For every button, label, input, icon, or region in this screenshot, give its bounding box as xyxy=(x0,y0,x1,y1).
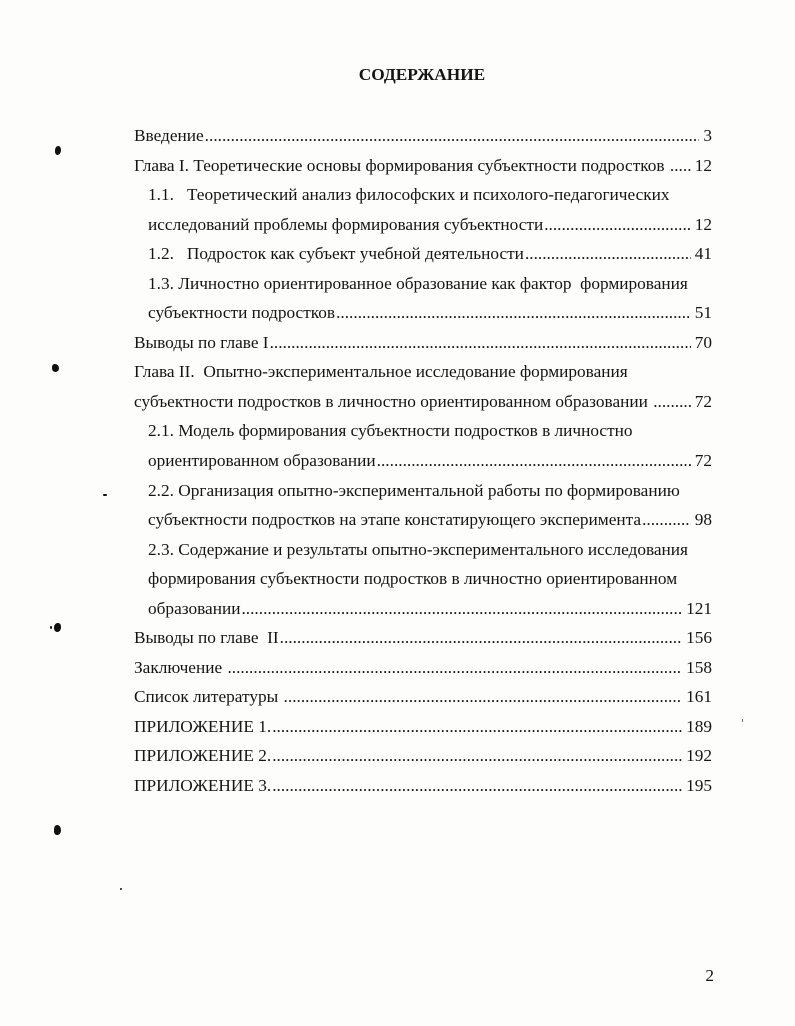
toc-line xyxy=(134,623,712,653)
dot-leader xyxy=(544,210,691,240)
toc-line xyxy=(148,210,712,240)
page-title: СОДЕРЖАНИЕ xyxy=(358,65,486,84)
toc-entry-text: ориентированном образовании xyxy=(148,451,376,471)
toc-entry-text: субъектности подростков xyxy=(148,303,336,323)
toc-line xyxy=(134,653,712,683)
toc-line xyxy=(134,121,712,151)
dot-leader xyxy=(284,682,683,712)
toc-line xyxy=(148,476,712,506)
toc-entry-text: субъектности подростков в личностно ориентированном образовании xyxy=(134,391,653,411)
toc-line xyxy=(148,594,712,624)
toc-entry-text: исследований проблемы формирования субъектности xyxy=(148,214,544,234)
toc-page-number: 41 xyxy=(694,244,712,264)
dot-leader xyxy=(280,623,682,653)
toc-entry-section-1-2 xyxy=(134,239,712,269)
toc-entry-text: ПРИЛОЖЕНИЕ 1. xyxy=(134,716,272,736)
toc-line xyxy=(148,180,712,210)
scan-speck xyxy=(54,623,61,632)
scan-speck xyxy=(55,146,61,155)
toc-page-number: 12 xyxy=(694,214,712,234)
table-of-contents xyxy=(134,121,712,801)
toc-line xyxy=(148,239,712,269)
toc-line xyxy=(134,328,712,358)
toc-entry-chapter-1-conclusions xyxy=(134,328,712,358)
toc-entry-text: 1.3. Личностно ориентированное образование как фактор формирования xyxy=(148,273,688,293)
toc-entry-chapter-2 xyxy=(134,357,712,416)
toc-line xyxy=(148,535,712,565)
toc-line xyxy=(148,505,712,535)
dot-leader xyxy=(525,239,691,269)
toc-entry-text: Глава I. Теоретические основы формирования субъектности подростков xyxy=(134,155,669,175)
dot-leader xyxy=(270,328,691,358)
page-number: 2 xyxy=(705,966,714,985)
toc-entry-chapter-2-conclusions xyxy=(134,623,712,653)
toc-line xyxy=(134,357,712,387)
toc-line xyxy=(134,387,712,417)
dot-leader xyxy=(336,298,691,328)
toc-entry-appendix-2 xyxy=(134,741,712,771)
dot-leader xyxy=(377,446,691,476)
toc-entry-text: Глава II. Опытно-экспериментальное исследование формирования xyxy=(134,362,628,382)
toc-page-number: 70 xyxy=(694,332,712,352)
toc-entry-text: ПРИЛОЖЕНИЕ 2. xyxy=(134,746,272,766)
scan-speck xyxy=(103,494,107,496)
toc-entry-text: 2.3. Содержание и результаты опытно-экспериментального исследования xyxy=(148,539,689,559)
toc-entry-text: 1.1. Теоретический анализ философских и психолого-педагогических xyxy=(148,185,670,205)
toc-entry-conclusion xyxy=(134,653,712,683)
toc-entry-section-2-3 xyxy=(134,535,712,624)
toc-entry-section-1-1 xyxy=(134,180,712,239)
toc-line xyxy=(148,564,712,594)
scan-speck xyxy=(52,364,59,372)
toc-page-number: 158 xyxy=(686,657,712,677)
toc-entry-text: Выводы по главе I xyxy=(134,332,269,352)
toc-page-number: 161 xyxy=(686,687,712,707)
toc-page-number: 72 xyxy=(694,391,712,411)
toc-page-number: 12 xyxy=(694,155,712,175)
toc-page-number: 192 xyxy=(686,746,712,766)
toc-entry-text: 2.2. Организация опытно-экспериментальной работы по формированию xyxy=(148,480,680,500)
toc-entry-appendix-3 xyxy=(134,771,712,801)
toc-page-number: 3 xyxy=(703,126,712,145)
dot-leader xyxy=(272,741,682,771)
toc-entry-appendix-1 xyxy=(134,712,712,742)
toc-page-number: 189 xyxy=(686,716,712,736)
toc-page-number: 195 xyxy=(686,776,712,796)
toc-page-number: 121 xyxy=(686,598,712,618)
toc-line xyxy=(148,298,712,328)
dot-leader xyxy=(227,653,682,683)
toc-entry-text: 2.1. Модель формирования субъектности подростков в личностно xyxy=(148,421,633,441)
dot-leader xyxy=(272,712,682,742)
toc-page-number: 98 xyxy=(694,510,712,530)
toc-entry-section-2-2 xyxy=(134,476,712,535)
toc-line xyxy=(134,151,712,181)
toc-entry-section-2-1 xyxy=(134,416,712,475)
toc-entry-text: субъектности подростков на этапе констатирующего эксперимента xyxy=(148,510,642,530)
toc-page-number: 51 xyxy=(694,303,712,323)
toc-line xyxy=(148,269,712,299)
toc-line xyxy=(134,712,712,742)
toc-entry-text: Список литературы xyxy=(134,687,283,707)
scan-speck xyxy=(54,825,61,835)
dot-leader xyxy=(670,151,691,181)
scan-speck xyxy=(742,719,743,722)
toc-entry-chapter-1 xyxy=(134,151,712,181)
toc-entry-introduction xyxy=(134,121,712,151)
scan-speck xyxy=(50,626,52,629)
toc-entry-text: Выводы по главе II xyxy=(134,628,279,648)
toc-entry-text: Заключение xyxy=(134,657,227,677)
scan-speck xyxy=(120,888,122,890)
toc-entry-text: ПРИЛОЖЕНИЕ 3. xyxy=(134,776,272,796)
toc-line xyxy=(148,416,712,446)
toc-page-number: 72 xyxy=(694,451,712,471)
dot-leader xyxy=(653,387,691,417)
toc-entry-text: образовании xyxy=(148,598,241,618)
toc-entry-section-1-3 xyxy=(134,269,712,328)
dot-leader xyxy=(272,771,682,801)
toc-entry-text: Введение xyxy=(134,126,204,145)
toc-entry-text: 1.2. Подросток как субъект учебной деятельности xyxy=(148,244,524,264)
toc-entry-references xyxy=(134,682,712,712)
dot-leader xyxy=(241,594,682,624)
dot-leader xyxy=(205,121,700,151)
toc-line xyxy=(134,741,712,771)
toc-line xyxy=(134,771,712,801)
toc-line xyxy=(134,682,712,712)
toc-line xyxy=(148,446,712,476)
toc-page-number: 156 xyxy=(686,628,712,648)
toc-entry-text: формирования субъектности подростков в личностно ориентированном xyxy=(148,569,678,589)
dot-leader xyxy=(642,505,691,535)
